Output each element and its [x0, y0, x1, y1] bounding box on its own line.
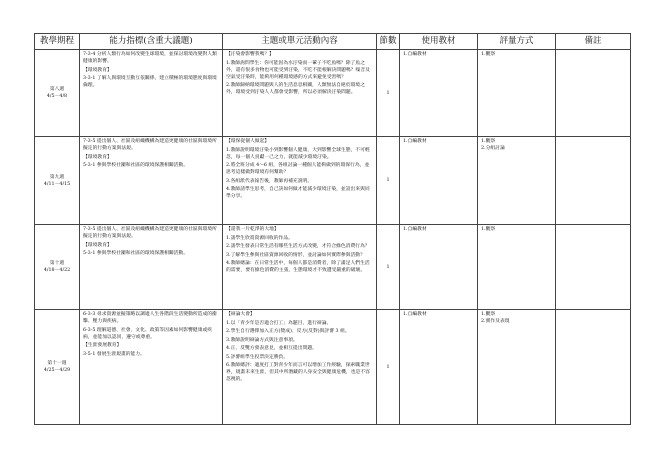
- header-content: 主題或單元活動內容: [223, 34, 377, 50]
- date-range: 4/5－4/8: [46, 94, 68, 99]
- activity-step: 1.教師說明環境汙染小到影響個人健康，大到影響全球生態，不可輕忽，每一個人貢獻一己之力，就能減少環境汙染。: [226, 147, 370, 160]
- ability-cell: [80, 310, 223, 425]
- assessment-item: 1.觀察: [481, 139, 496, 144]
- period-cell: [35, 137, 80, 225]
- activity-step: 6.教師總評：適度打工對青少年而言可以增加工作經驗，探索職業世界，規畫未來生涯，但其中所潛藏的人身安全與健康危機，也是不容忽視的。: [226, 363, 370, 382]
- header-row: [35, 34, 631, 50]
- header-material: 使用教材: [400, 34, 478, 50]
- date-range: 4/25－4/29: [43, 368, 71, 373]
- assessment-cell: [478, 225, 556, 310]
- period-cell: [35, 50, 80, 137]
- header-notes: 備註: [556, 34, 631, 50]
- notes-cell: [556, 50, 631, 137]
- header-period: 教學期程: [35, 34, 80, 50]
- activity-title: 【還我一片乾淨的大地】: [226, 227, 279, 232]
- assessment-cell: [478, 310, 556, 425]
- assessment-item: 2.實作及表現: [481, 319, 510, 324]
- activity-step: 4.正、反雙方發表意見，並相互提出問題。: [226, 346, 317, 351]
- assessment-item: 1.觀察: [481, 312, 496, 317]
- content-cell: [223, 50, 377, 137]
- activity-step: 3.教師說明辯論方式與注意事項。: [226, 337, 298, 343]
- ability-text: 3-5-1 發展生涯規畫的能力。: [83, 351, 145, 357]
- ability-text: 5-3-1 參與學校社團和社區的環境保護相關活動。: [83, 163, 189, 168]
- assessment-item: 1.觀察: [481, 227, 496, 232]
- notes-cell: [556, 225, 631, 310]
- period-cell: [35, 310, 80, 425]
- activity-step: 1.請學生欣賞資源回收的作品。: [226, 235, 293, 241]
- hours-cell: 1: [377, 137, 400, 225]
- issue-tag: 【環境教育】: [83, 242, 112, 248]
- material-cell: 1.自編教材: [400, 137, 478, 225]
- header-assessment: 評量方式: [478, 34, 556, 50]
- material-cell: 1.自編教材: [400, 225, 478, 310]
- period-cell: [35, 225, 80, 310]
- hours-cell: 1: [377, 310, 400, 425]
- activity-step: 2.學生自行選擇加入正方(贊成)、反方(反對)與評審 3 組。: [226, 329, 350, 334]
- lesson-plan-table: [34, 33, 631, 425]
- table-row: [35, 137, 631, 225]
- activity-step: 2.將全班分成 4～6 組，各組討論一種個人能夠做到的環保行為，並思考這樣做對環境有何幫助？: [226, 163, 370, 175]
- notes-cell: [556, 137, 631, 225]
- issue-tag: 【生涯發展教育】: [83, 343, 122, 348]
- date-range: 4/11－4/15: [43, 181, 71, 187]
- issue-tag: 【環境教育】: [83, 154, 112, 160]
- date-range: 4/18－4/22: [43, 268, 71, 273]
- activity-title: 【環保從個人做起】: [226, 139, 270, 144]
- ability-cell: [80, 225, 223, 310]
- activity-step: 1.以「青少年是否適合打工」為題目，進行辯論。: [226, 320, 332, 326]
- ability-text: 6-3-3 尋求資源並擬策略以調適人生各階段生活變動所造成的衝擊、壓力與疾病。: [83, 312, 217, 324]
- hours-cell: 1: [377, 50, 400, 137]
- activity-step: 2.教師歸納環境問題與人的生活息息相關，人類無法自絕於環境之外，環境受到汙染人人都會受影響，所以必須解決汙染問題。: [226, 83, 365, 95]
- ability-cell: [80, 50, 223, 137]
- assessment-item: 1.觀察: [481, 52, 496, 57]
- table-row: [35, 310, 631, 425]
- ability-cell: [80, 137, 223, 225]
- hours-cell: 1: [377, 225, 400, 310]
- ability-text: 3-3-1 了解人與環境互動互依關係，建立積極的環境態度與環境倫理。: [83, 76, 217, 88]
- activity-step: 4.教師總論：在日常生活中，每個人都是消費者，除了滿足人們生活的需要，要有綠色消費的主張，生態環境才不致遭受嚴重的破壞。: [226, 261, 370, 273]
- table-row: [35, 225, 631, 310]
- week-label: 第十週: [49, 261, 65, 266]
- activity-step: 3.了解學生參與社區資源回收的情形，並討論如何實際參與活動？: [226, 252, 365, 258]
- notes-cell: [556, 310, 631, 425]
- ability-text: 6-3-5 理解道德、社會、文化、政策等因素如何影響健康或疾病，並能加以認同，遵守或尊重。: [83, 327, 213, 340]
- week-label: 第八週: [49, 87, 65, 92]
- activity-step: 4.教師請學生思考，自己該如何做才能減少環境汙染，並設出來與同學分享。: [226, 187, 370, 199]
- ability-text: 7-3-5 提出個人、社區及組織機構為建造更健康的社區與環境所擬定的行動方案與法規。: [83, 139, 217, 151]
- activity-step: 1.教師詢問學生：你可能因為水汙染而一輩子不吃魚嗎？除了魚之外，還有很多食物也可能受到汙染，不吃不能根解決問題嗎？噪音及空氣受汙染時，能夠用何種環境感的方式來避免受害嗎？: [226, 60, 370, 80]
- assessment-item: 2.分組討論: [481, 146, 505, 151]
- ability-text: 7-3-4 分析人類行為如何改變生球環境，並探討環境改變對人類健康的影響。: [83, 52, 217, 64]
- content-cell: [223, 225, 377, 310]
- ability-text: 5-3-1 參與學校社團和社區的環境保護相關活動。: [83, 251, 189, 256]
- table-row: [35, 50, 631, 137]
- material-cell: 1.自編教材: [400, 50, 478, 137]
- ability-text: 7-3-5 提出個人、社區及組織機構為建造更健康的社區與環境所擬定的行動方案與法規。: [83, 227, 217, 239]
- activity-step: 3.各組派代表報告後，教師再補充說明。: [226, 178, 313, 184]
- issue-tag: 【環境教育】: [83, 67, 112, 73]
- week-label: 第九週: [49, 174, 65, 180]
- header-hours: 節數: [377, 34, 400, 50]
- assessment-cell: [478, 137, 556, 225]
- week-label: 第十一週: [47, 361, 67, 366]
- activity-step: 2.請學生發表日常生活有哪些生活方式改變，才符合綠色消費行為？: [226, 244, 370, 249]
- activity-title: 【辯論大會】: [226, 312, 255, 317]
- content-cell: [223, 310, 377, 425]
- content-cell: [223, 137, 377, 225]
- header-ability: 能力指標(含重大議題): [80, 34, 223, 50]
- material-cell: 1.自編教材: [400, 310, 478, 425]
- assessment-cell: [478, 50, 556, 137]
- activity-step: 5.評審組學生投票決定勝負。: [226, 354, 289, 360]
- activity-title: 【汙染會影響我嗎？】: [226, 52, 274, 57]
